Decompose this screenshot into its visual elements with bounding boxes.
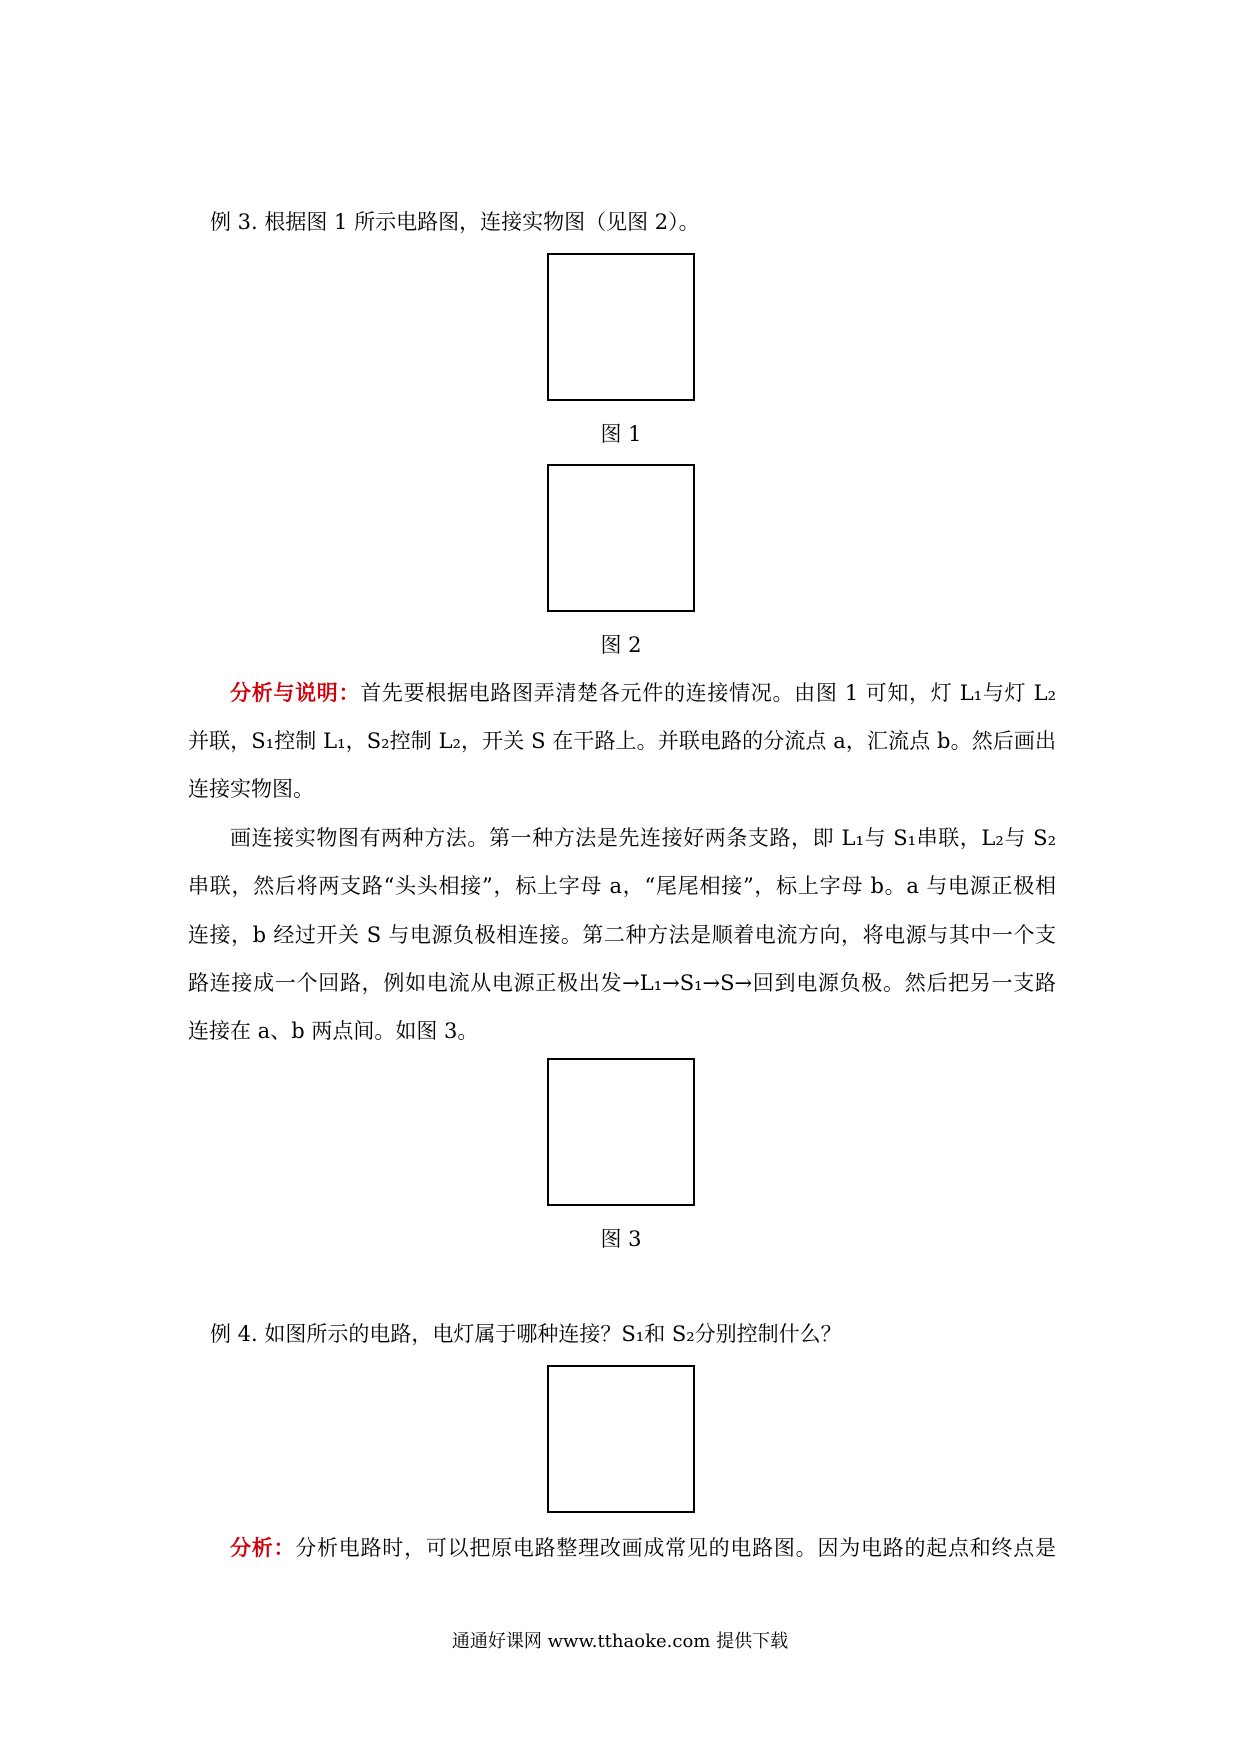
figure-3-placeholder <box>547 1058 695 1206</box>
example-4-figure-placeholder <box>547 1365 695 1513</box>
example-3-title: 例 3. 根据图 1 所示电路图，连接实物图（见图 2）。 <box>210 210 700 234</box>
example-4-analysis-label: 分析： <box>230 1535 296 1560</box>
figure-1-placeholder <box>547 253 695 401</box>
figure-3-caption: 图 3 <box>600 1227 642 1251</box>
method-paragraph-line-1: 画连接实物图有两种方法。第一种方法是先连接好两条支路，即 L₁与 S₁串联，L₂与 S₂ <box>230 826 1056 850</box>
analysis-paragraph-line-3: 连接实物图。 <box>188 777 314 801</box>
method-paragraph-line-4: 路连接成一个回路，例如电流从电源正极出发→L₁→S₁→S→回到电源负极。然后把另一支路 <box>188 971 1056 995</box>
example-4-analysis-text: 分析电路时，可以把原电路整理改画成常见的电路图。因为电路的起点和终点是 <box>295 1536 1057 1560</box>
analysis-text-1: 首先要根据电路图弄清楚各元件的连接情况。由图 1 可知，灯 L₁与灯 L₂ <box>360 681 1056 705</box>
method-paragraph-line-5: 连接在 a、b 两点间。如图 3。 <box>188 1019 479 1043</box>
method-paragraph-line-2: 串联，然后将两支路“头头相接”，标上字母 a，“尾尾相接”，标上字母 b。a 与电源正极相 <box>188 874 1056 898</box>
analysis-label: 分析与说明： <box>230 680 361 705</box>
analysis-paragraph-line-1 <box>230 678 1056 708</box>
figure-2-placeholder <box>547 464 695 612</box>
example-4-analysis-line-1 <box>230 1533 1056 1563</box>
figure-1-caption: 图 1 <box>600 422 642 446</box>
figure-2-caption: 图 2 <box>600 633 642 657</box>
analysis-paragraph-line-2: 并联，S₁控制 L₁，S₂控制 L₂，开关 S 在干路上。并联电路的分流点 a，汇流点 b。然后画出 <box>188 729 1056 753</box>
page-footer: 通通好课网 www.tthaoke.com 提供下载 <box>451 1631 789 1652</box>
method-paragraph-line-3: 连接，b 经过开关 S 与电源负极相连接。第二种方法是顺着电流方向，将电源与其中一个支 <box>188 923 1056 947</box>
example-4-title: 例 4. 如图所示的电路，电灯属于哪种连接？S₁和 S₂分别控制什么？ <box>210 1322 842 1346</box>
